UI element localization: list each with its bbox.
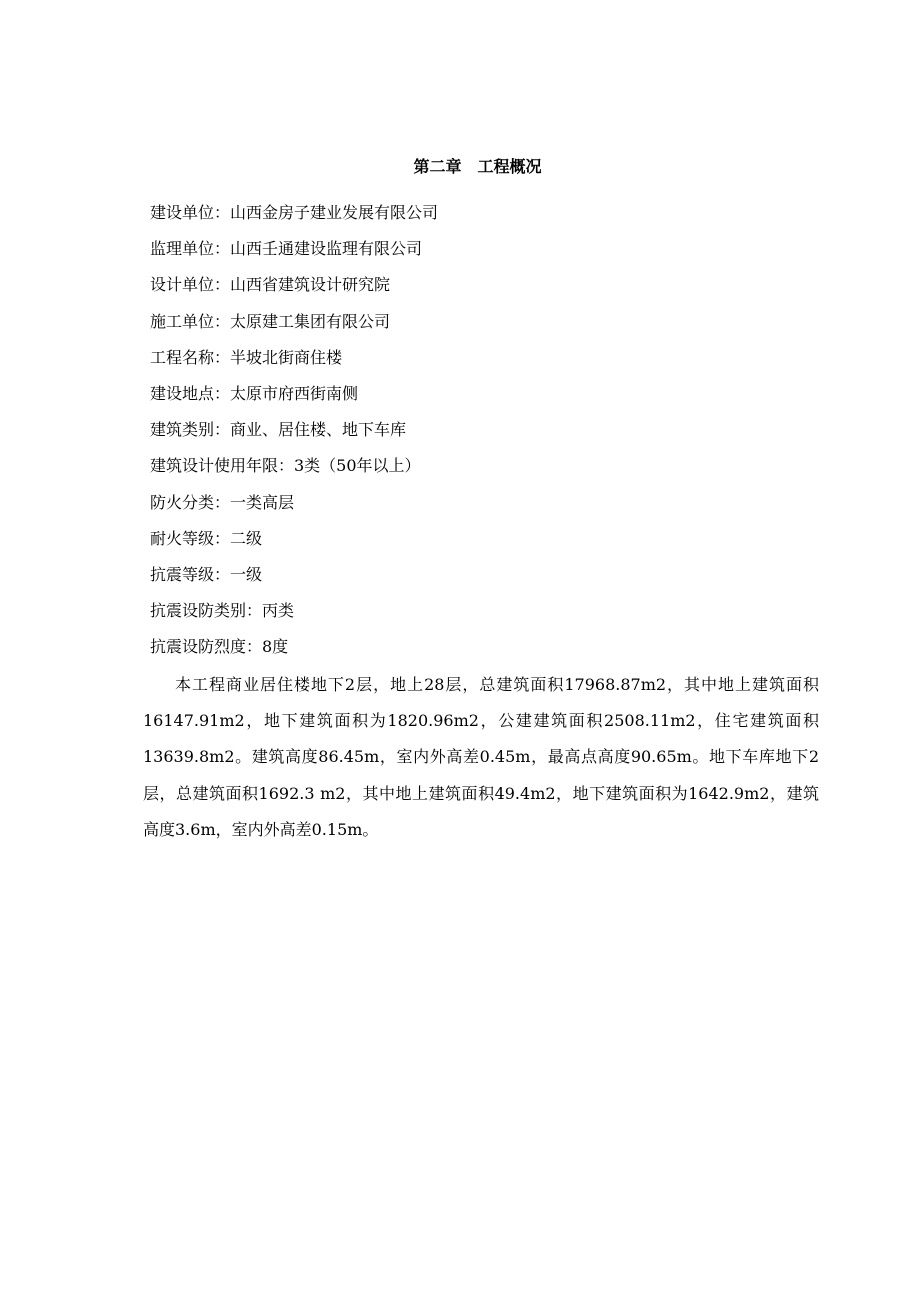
field-service-life: 建筑设计使用年限：3类（50年以上）: [150, 456, 421, 476]
field-seismic-intensity: 抗震设防烈度：8度: [150, 637, 289, 657]
field-design-unit: 设计单位：山西省建筑设计研究院: [150, 275, 391, 295]
field-location: 建设地点：太原市府西街南侧: [150, 383, 359, 403]
field-seismic-grade: 抗震等级：一级: [150, 564, 263, 584]
field-builder-unit: 施工单位：太原建工集团有限公司: [150, 311, 391, 331]
project-description-paragraph: 本工程商业居住楼地下2层，地上28层，总建筑面积17968.87m2，其中地上建筑面积16147.91m2，地下建筑面积为1820.96m2，公建建筑面积2508.11m2，住宅建筑面积13639.8m2。建筑高度86.45m，室内外高差0.45m，最高点高度90.65m。地下车库地下2层，总建筑面积1692.3 m2，其中地上建筑面积49.4m2，地下建筑面积为1642.9m2，建筑高度3.6m，室内外高差0.15m。: [143, 675, 819, 839]
chapter-title: 第二章 工程概况: [413, 157, 542, 176]
field-construction-unit: 建设单位：山西金房子建业发展有限公司: [150, 203, 439, 222]
field-fire-classification: 防火分类：一类高层: [150, 492, 295, 512]
field-project-name: 工程名称：半坡北街商住楼: [150, 347, 343, 367]
field-seismic-category: 抗震设防类别：丙类: [150, 601, 295, 621]
field-building-type: 建筑类别：商业、居住楼、地下车库: [150, 420, 407, 440]
field-fire-resistance: 耐火等级：二级: [150, 528, 263, 548]
project-info-list: [150, 201, 830, 671]
field-supervision-unit: 监理单位：山西壬通建设监理有限公司: [150, 239, 423, 259]
